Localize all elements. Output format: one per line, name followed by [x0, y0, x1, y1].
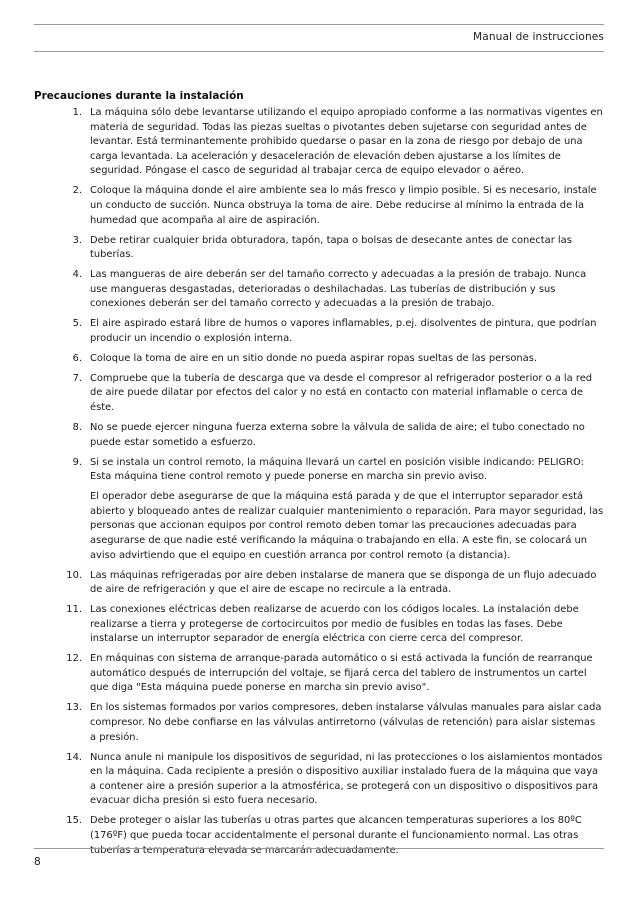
list-item: [34, 268, 604, 312]
list-item: [34, 317, 604, 346]
item-number: 3.: [72, 234, 82, 246]
item-text: Nunca anule ni manipule los dispositivos de seguridad, ni las protecciones o los aislamientos montados en la máquina. Cada recipiente a presión o dispositivo auxiliar instalado fuera de la máquina que vaya a contener aire a presión superior a la atmosférica, se protegerá con un dispositivo o dispositivos para evacuar dicha presión si esto fuera necesario.: [90, 751, 603, 807]
list-item: [34, 184, 604, 228]
list-item: [34, 421, 604, 450]
item-text: Las conexiones eléctricas deben realizarse de acuerdo con los códigos locales. La instalación debe realizarse a tierra y protegerse de cortocircuitos por medio de fusibles en todas las fases. Debe instalarse un interruptor separador de energía eléctrica con cierre cerca del compresor.: [90, 604, 579, 645]
item-number: 12.: [66, 653, 82, 665]
list-item: [34, 234, 604, 263]
page-number: 8: [34, 856, 41, 868]
item-text: En máquinas con sistema de arranque-parada automático o si está activada la función de rearranque automático después de interrupción del voltaje, se fijará cerca del tablero de instrumentos un cartel que diga "Esta máquina puede ponerse en marcha sin previo aviso".: [90, 653, 593, 694]
list-item: [34, 652, 604, 696]
item-text: Compruebe que la tubería de descarga que va desde el compresor al refrigerador posterior o a la red de aire puede dilatar por efectos del calor y no está en contacto con material inflamable o cerca de éste.: [90, 372, 593, 414]
footer-rule: [34, 848, 604, 849]
item-text: Coloque la máquina donde el aire ambiente sea lo más fresco y limpio posible. Si es necesario, instale un conducto de succión. Nunca obstruya la toma de aire. Debe reducirse al mínimo la entrada de la humedad que acompaña al aire de aspiración.: [90, 185, 597, 226]
item-text: Debe proteger o aislar las tuberías u otras partes que alcancen temperaturas superiores a los 80ºC (176ºF) que pueda tocar accidentalmente el personal durante el funcionamiento normal. Las otras tuberías a temperatura elevada se marcarán adecuadamente.: [90, 815, 582, 856]
item-text: Si se instala un control remoto, la máquina llevará un cartel en posición visible indicando: PELIGRO: Esta máquina tiene control remoto y puede ponerse en marcha sin previo aviso.: [90, 456, 584, 483]
item-number: 13.: [66, 702, 82, 714]
item-text: Las máquinas refrigeradas por aire deben instalarse de manera que se disponga de un flujo adecuado de aire de refrigeración y que el aire de escape no recircule a la entrada.: [90, 569, 597, 596]
header-title: Manual de instrucciones: [473, 31, 604, 43]
list-item: [34, 372, 604, 416]
item-text: Las mangueras de aire deberán ser del tamaño correcto y adecuadas a la presión de trabajo. Nunca use mangueras desgastadas, deterioradas o deshilachadas. Las tuberías de distribución y sus conexiones deberán ser del tamaño correcto y adecuadas a la presión de trabajo.: [90, 269, 587, 310]
item-number: 15.: [66, 815, 82, 827]
precautions-list: [34, 106, 604, 864]
item-number: 4.: [72, 269, 82, 281]
item-text: El aire aspirado estará libre de humos o vapores inflamables, p.ej. disolventes de pintura, que podrían producir un incendio o explosión interna.: [90, 318, 597, 344]
item-number: 1.: [72, 107, 82, 118]
list-item: [34, 569, 604, 598]
item-text: No se puede ejercer ninguna fuerza externa sobre la válvula de salida de aire; el tubo conectado no puede estar sometido a esfuerzo.: [90, 422, 585, 448]
item-number: 2.: [72, 185, 82, 197]
item-number: 11.: [66, 604, 82, 616]
list-item: [34, 701, 604, 745]
header-bottom-rule: [34, 51, 604, 52]
list-item: [34, 352, 604, 367]
item-number: 8.: [72, 422, 82, 434]
item-text: Coloque la toma de aire en un sitio donde no pueda aspirar ropas sueltas de las personas.: [90, 352, 538, 364]
item-number: 9.: [72, 456, 82, 468]
section-title: Precauciones durante la instalación: [34, 90, 244, 102]
list-item: [34, 603, 604, 647]
item-text: En los sistemas formados por varios compresores, deben instalarse válvulas manuales para aislar cada compresor. No debe confiarse en las válvulas antirretorno (válvulas de retención) para aislar sistemas a presión.: [90, 702, 602, 743]
item-number: 6.: [72, 352, 82, 364]
item-number: 14.: [66, 751, 82, 763]
list-item: [34, 106, 604, 179]
item-text: La máquina sólo debe levantarse utilizando el equipo apropiado conforme a las normativas vigentes en materia de seguridad. Todas las piezas sueltas o pivotantes deben sujetarse con seguridad antes de levantar. Está terminantemente prohibido quedarse o pasar en la zona de riesgo por debajo de una carga levantada. La aceleración y desaceleración de elevación deben ajustarse a los límites de seguridad. Póngase el casco de seguridad al trabajar cerca de equipo elevador o aéreo.: [90, 107, 603, 177]
list-item: [34, 814, 604, 858]
item-number: 5.: [72, 318, 82, 330]
item-number: 7.: [72, 372, 82, 384]
list-item: [34, 456, 604, 564]
item-text-continued: El operador debe asegurarse de que la máquina está parada y de que el interruptor separador está abierto y bloqueado antes de realizar cualquier mantenimiento o reparación. Para mayor seguridad, las personas que accionan equipos por control remoto deben tomar las precauciones adecuadas para asegurarse de que nadie esté verificando la máquina o trabajando en ella. A este fin, se colocará un aviso advirtiendo que el equipo en cuestión arranca por control remoto (a distancia).: [90, 491, 604, 561]
header-top-rule: [34, 24, 604, 25]
list-item: [34, 751, 604, 809]
item-number: 10.: [66, 569, 82, 581]
item-text: Debe retirar cualquier brida obturadora, tapón, tapa o bolsas de desecante antes de conectar las tuberías.: [90, 234, 572, 261]
